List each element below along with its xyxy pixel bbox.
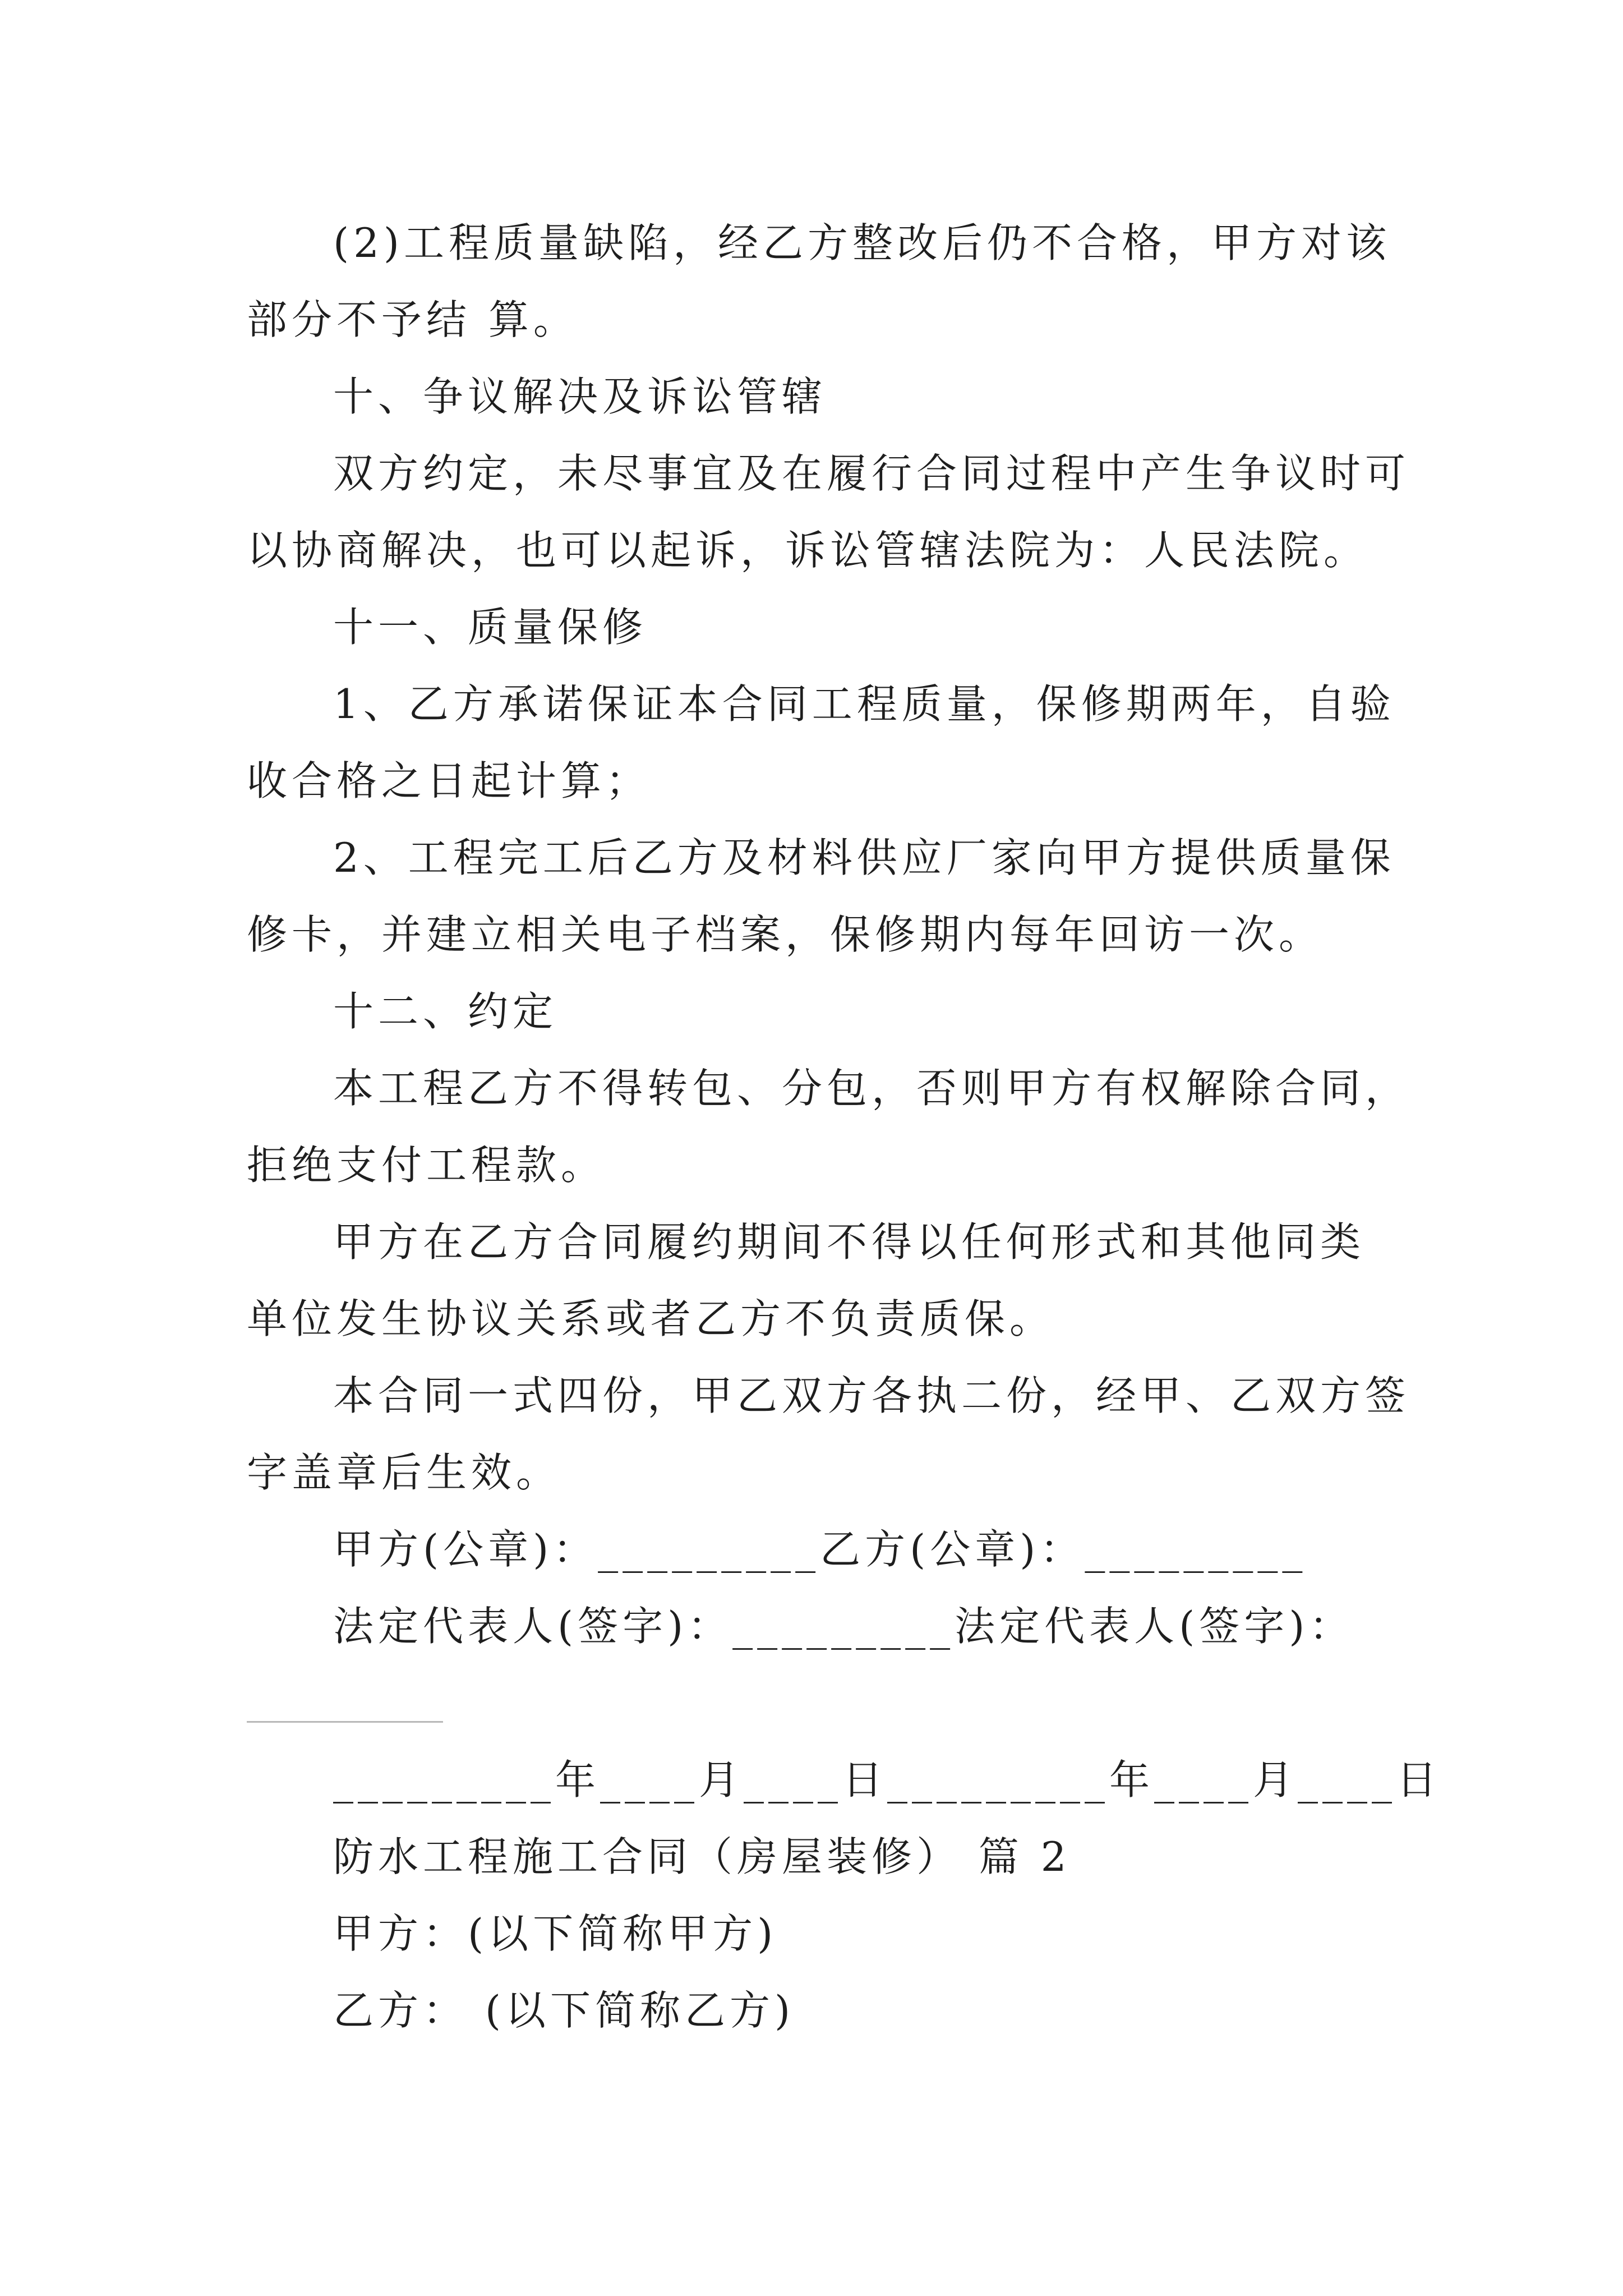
party-b-line: 乙方： (以下简称乙方) xyxy=(333,1987,795,2034)
section-heading-dispute: 十、争议解决及诉讼管辖 xyxy=(333,373,827,420)
agreement-para-1-line-1: 本工程乙方不得转包、分包，否则甲方有权解除合同， xyxy=(333,1065,1410,1112)
section-heading-warranty: 十一、质量保修 xyxy=(333,604,648,651)
agreement-para-1-line-2: 拒绝支付工程款。 xyxy=(247,1142,606,1189)
warranty-item-2-line-2: 修卡，并建立相关电子档案，保修期内每年回访一次。 xyxy=(247,911,1324,958)
agreement-para-3-line-2: 字盖章后生效。 xyxy=(247,1449,561,1496)
signature-line: 法定代表人(签字)：_________法定代表人(签字)： xyxy=(333,1603,1354,1650)
signature-blank-rule xyxy=(247,1721,443,1723)
warranty-item-2-line-1: 2、工程完工后乙方及材料供应厂家向甲方提供质量保 xyxy=(333,834,1395,881)
clause-line-1: (2)工程质量缺陷，经乙方整改后仍不合格，甲方对该 xyxy=(333,219,1391,266)
dispute-line-2: 以协商解决，也可以起诉，诉讼管辖法院为：人民法院。 xyxy=(247,527,1369,574)
agreement-para-2-line-2: 单位发生协议关系或者乙方不负责质保。 xyxy=(247,1295,1055,1342)
contract-title-2: 防水工程施工合同（房屋装修） 篇 2 xyxy=(333,1833,1071,1880)
agreement-para-2-line-1: 甲方在乙方合同履约期间不得以任何形式和其他同类 xyxy=(333,1218,1366,1266)
seal-line: 甲方(公章)：_________乙方(公章)：_________ xyxy=(333,1526,1307,1573)
agreement-para-3-line-1: 本合同一式四份，甲乙双方各执二份，经甲、乙双方签 xyxy=(333,1372,1410,1419)
warranty-item-1-line-1: 1、乙方承诺保证本合同工程质量，保修期两年，自验 xyxy=(333,680,1395,728)
dispute-line-1: 双方约定，未尽事宜及在履行合同过程中产生争议时可 xyxy=(333,450,1410,497)
section-heading-agreement: 十二、约定 xyxy=(333,988,558,1035)
party-a-line: 甲方：(以下简称甲方) xyxy=(333,1910,778,1957)
date-line: _________年____月____日_________年____月____日 xyxy=(333,1756,1441,1803)
clause-line-2: 部分不予结 算。 xyxy=(247,296,578,343)
warranty-item-1-line-2: 收合格之日起计算； xyxy=(247,757,651,804)
